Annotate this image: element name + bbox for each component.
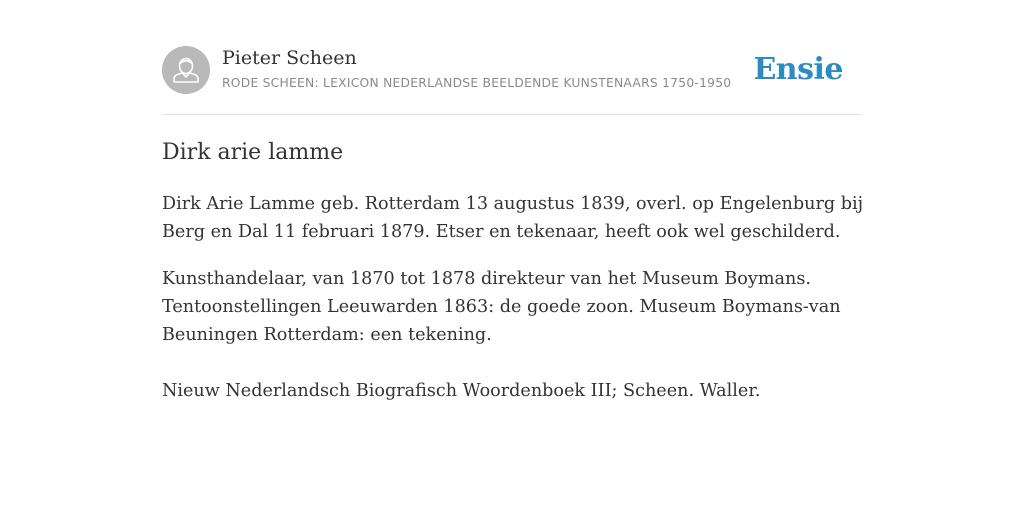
article-paragraph: Dirk Arie Lamme geb. Rotterdam 13 augustus 1839, overl. op Engelenburg bij Berg en Dal 11 februari 1879. Etser en tekenaar, heeft ook wel geschilderd. xyxy=(162,194,864,242)
avatar[interactable] xyxy=(162,46,210,94)
article-body xyxy=(162,190,864,405)
page-title: Dirk arie lamme xyxy=(162,140,344,165)
article-paragraph: Kunsthandelaar, van 1870 tot 1878 direkteur van het Museum Boymans. Tentoonstellingen Leeuwarden 1863: de goede zoon. Museum Boymans-van Beuningen Rotterdam: een tekening. xyxy=(162,269,841,345)
header xyxy=(162,46,862,115)
brand-logo[interactable]: Ensie xyxy=(753,52,843,87)
article-references: Nieuw Nederlandsch Biografisch Woordenboek III; Scheen. Waller. xyxy=(162,381,761,401)
user-icon xyxy=(162,46,210,94)
source-title[interactable]: RODE SCHEEN: LEXICON NEDERLANDSE BEELDENDE KUNSTENAARS 1750-1950 xyxy=(222,76,732,90)
author-name[interactable]: Pieter Scheen xyxy=(222,47,357,69)
